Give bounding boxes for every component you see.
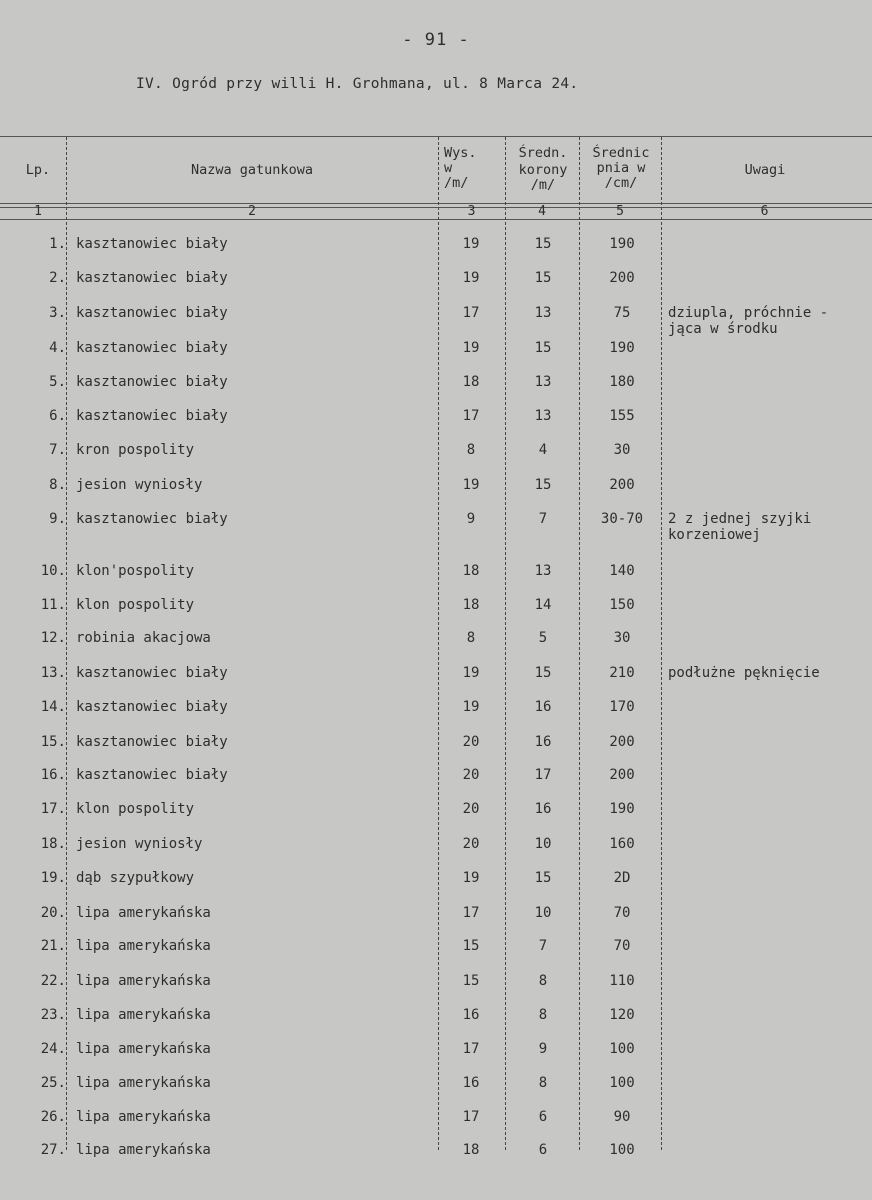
- tree-height: 19: [462, 236, 480, 252]
- species-name: lipa amerykańska: [76, 1142, 211, 1158]
- row-number: 1.: [49, 236, 66, 252]
- row-number: 17.: [40, 801, 66, 817]
- row-number: 4.: [49, 340, 66, 356]
- trunk-diameter: 110: [609, 973, 635, 989]
- column-number: 2: [248, 204, 256, 219]
- row-number: 15.: [40, 734, 66, 750]
- trunk-diameter: 180: [609, 374, 635, 390]
- table-row: [0, 1007, 872, 1037]
- crown-diameter: 15: [534, 270, 552, 286]
- table-row: [0, 340, 872, 370]
- trunk-diameter: 160: [609, 836, 635, 852]
- tree-height: 17: [462, 1041, 480, 1057]
- tree-height: 8: [466, 630, 476, 646]
- species-name: lipa amerykańska: [76, 938, 211, 954]
- column-number: 6: [760, 204, 769, 219]
- table-row: [0, 1142, 872, 1172]
- remarks: 2 z jednej szyjki korzeniowej: [668, 511, 812, 543]
- tree-height: 18: [462, 597, 480, 613]
- table-row: [0, 1041, 872, 1071]
- section-title: IV. Ogród przy willi H. Grohmana, ul. 8 Marca 24.: [136, 76, 579, 92]
- row-number: 20.: [40, 905, 66, 921]
- tree-height: 15: [462, 973, 480, 989]
- row-number: 3.: [49, 305, 66, 321]
- tree-height: 17: [462, 1109, 480, 1125]
- tree-height: 17: [462, 408, 480, 424]
- table-row: [0, 408, 872, 438]
- row-number: 21.: [40, 938, 66, 954]
- table-row: [0, 305, 872, 335]
- trunk-diameter: 170: [609, 699, 635, 715]
- tree-height: 20: [462, 801, 480, 817]
- trunk-diameter: 155: [609, 408, 635, 424]
- column-number: 1: [34, 204, 42, 219]
- trunk-diameter: 70: [613, 938, 631, 954]
- table-row: [0, 1109, 872, 1139]
- table-row: [0, 1075, 872, 1105]
- tree-height: 17: [462, 905, 480, 921]
- header-diameter: Średnic pnia w /cm/: [592, 145, 650, 191]
- trunk-diameter: 2D: [613, 870, 631, 886]
- species-name: kasztanowiec biały: [76, 374, 228, 390]
- crown-diameter: 8: [538, 1075, 548, 1091]
- table-row: [0, 870, 872, 900]
- species-name: kasztanowiec biały: [76, 511, 228, 527]
- trunk-diameter: 200: [609, 734, 635, 750]
- species-name: kasztanowiec biały: [76, 408, 228, 424]
- trunk-diameter: 100: [609, 1142, 635, 1158]
- tree-height: 19: [462, 340, 480, 356]
- species-name: klon pospolity: [76, 801, 195, 817]
- crown-diameter: 9: [538, 1041, 548, 1057]
- crown-diameter: 8: [538, 973, 548, 989]
- species-name: kasztanowiec biały: [76, 665, 228, 681]
- trunk-diameter: 70: [613, 905, 631, 921]
- table-row: [0, 699, 872, 729]
- remarks: dziupla, próchnie - jąca w środku: [668, 305, 829, 337]
- tree-height: 16: [462, 1007, 480, 1023]
- crown-diameter: 6: [538, 1109, 548, 1125]
- remarks: podłużne pęknięcie: [668, 665, 820, 681]
- crown-diameter: 16: [534, 699, 552, 715]
- table-row: [0, 905, 872, 935]
- table-row: [0, 597, 872, 627]
- crown-diameter: 8: [538, 1007, 548, 1023]
- crown-diameter: 13: [534, 563, 552, 579]
- crown-diameter: 15: [534, 665, 552, 681]
- crown-diameter: 5: [538, 630, 548, 646]
- trunk-diameter: 75: [613, 305, 631, 321]
- trunk-diameter: 30-70: [600, 511, 644, 527]
- species-name: lipa amerykańska: [76, 973, 211, 989]
- row-number: 12.: [40, 630, 66, 646]
- row-number: 16.: [40, 767, 66, 783]
- row-number: 9.: [49, 511, 66, 527]
- table-row: [0, 801, 872, 831]
- crown-diameter: 7: [538, 938, 548, 954]
- column-number: 4: [538, 204, 546, 219]
- trunk-diameter: 100: [609, 1041, 635, 1057]
- row-number: 10.: [40, 563, 66, 579]
- trunk-diameter: 190: [609, 340, 635, 356]
- table-row: [0, 767, 872, 797]
- tree-height: 16: [462, 1075, 480, 1091]
- species-name: kasztanowiec biały: [76, 734, 228, 750]
- species-name: klon pospolity: [76, 597, 195, 613]
- table-row: [0, 836, 872, 866]
- species-name: lipa amerykańska: [76, 1007, 211, 1023]
- tree-height: 18: [462, 374, 480, 390]
- species-name: kasztanowiec biały: [76, 767, 228, 783]
- crown-diameter: 10: [534, 905, 552, 921]
- row-number: 5.: [49, 374, 66, 390]
- species-name: kasztanowiec biały: [76, 305, 228, 321]
- tree-height: 18: [462, 1142, 480, 1158]
- column-number-rule: [0, 219, 872, 220]
- trunk-diameter: 210: [609, 665, 635, 681]
- tree-height: 19: [462, 477, 480, 493]
- row-number: 18.: [40, 836, 66, 852]
- table-row: [0, 665, 872, 695]
- crown-diameter: 6: [538, 1142, 548, 1158]
- trunk-diameter: 150: [609, 597, 635, 613]
- crown-diameter: 17: [534, 767, 552, 783]
- species-name: kron pospolity: [76, 442, 195, 458]
- species-name: lipa amerykańska: [76, 1075, 211, 1091]
- column-number: 3: [467, 204, 476, 219]
- tree-height: 19: [462, 665, 480, 681]
- column-number: 5: [616, 204, 624, 219]
- species-name: kasztanowiec biały: [76, 699, 228, 715]
- crown-diameter: 16: [534, 734, 552, 750]
- header-remarks: Uwagi: [744, 162, 786, 178]
- table-row: [0, 477, 872, 507]
- tree-height: 9: [466, 511, 476, 527]
- tree-height: 8: [466, 442, 476, 458]
- species-name: lipa amerykańska: [76, 905, 211, 921]
- tree-height: 19: [462, 699, 480, 715]
- table-row: [0, 511, 872, 541]
- row-number: 25.: [40, 1075, 66, 1091]
- table-row: [0, 236, 872, 266]
- header-height: Wys. w /m/: [444, 145, 477, 191]
- trunk-diameter: 200: [609, 477, 635, 493]
- row-number: 6.: [49, 408, 66, 424]
- species-name: jesion wyniosły: [76, 477, 203, 493]
- species-name: klon'pospolity: [76, 563, 195, 579]
- crown-diameter: 16: [534, 801, 552, 817]
- crown-diameter: 13: [534, 408, 552, 424]
- crown-diameter: 13: [534, 305, 552, 321]
- species-name: lipa amerykańska: [76, 1041, 211, 1057]
- tree-height: 20: [462, 734, 480, 750]
- row-number: 24.: [40, 1041, 66, 1057]
- trunk-diameter: 200: [609, 767, 635, 783]
- trunk-diameter: 120: [609, 1007, 635, 1023]
- table-row: [0, 442, 872, 472]
- trunk-diameter: 30: [613, 442, 631, 458]
- tree-height: 15: [462, 938, 480, 954]
- row-number: 14.: [40, 699, 66, 715]
- trunk-diameter: 140: [609, 563, 635, 579]
- row-number: 27.: [40, 1142, 66, 1158]
- species-name: kasztanowiec biały: [76, 270, 228, 286]
- crown-diameter: 15: [534, 340, 552, 356]
- table-row: [0, 938, 872, 968]
- row-number: 23.: [40, 1007, 66, 1023]
- species-name: dąb szypułkowy: [76, 870, 195, 886]
- row-number: 19.: [40, 870, 66, 886]
- header-name: Nazwa gatunkowa: [191, 162, 313, 178]
- table-row: [0, 270, 872, 300]
- row-number: 26.: [40, 1109, 66, 1125]
- species-name: kasztanowiec biały: [76, 236, 228, 252]
- species-name: jesion wyniosły: [76, 836, 203, 852]
- tree-height: 18: [462, 563, 480, 579]
- tree-height: 20: [462, 767, 480, 783]
- tree-height: 19: [462, 870, 480, 886]
- crown-diameter: 13: [534, 374, 552, 390]
- trunk-diameter: 90: [613, 1109, 631, 1125]
- crown-diameter: 15: [534, 236, 552, 252]
- table-row: [0, 374, 872, 404]
- table-row: [0, 734, 872, 764]
- species-name: kasztanowiec biały: [76, 340, 228, 356]
- species-name: lipa amerykańska: [76, 1109, 211, 1125]
- trunk-diameter: 190: [609, 236, 635, 252]
- row-number: 11.: [40, 597, 66, 613]
- crown-diameter: 7: [538, 511, 548, 527]
- header-crown: Średn. korony /m/: [518, 145, 568, 193]
- row-number: 22.: [40, 973, 66, 989]
- table-row: [0, 973, 872, 1003]
- table-top-rule: [0, 136, 872, 137]
- trunk-diameter: 30: [613, 630, 631, 646]
- crown-diameter: 15: [534, 870, 552, 886]
- row-number: 8.: [49, 477, 66, 493]
- tree-height: 19: [462, 270, 480, 286]
- trunk-diameter: 190: [609, 801, 635, 817]
- crown-diameter: 4: [538, 442, 548, 458]
- trunk-diameter: 100: [609, 1075, 635, 1091]
- row-number: 2.: [49, 270, 66, 286]
- crown-diameter: 15: [534, 477, 552, 493]
- row-number: 13.: [40, 665, 66, 681]
- trunk-diameter: 200: [609, 270, 635, 286]
- species-name: robinia akacjowa: [76, 630, 211, 646]
- crown-diameter: 14: [534, 597, 552, 613]
- crown-diameter: 10: [534, 836, 552, 852]
- tree-height: 17: [462, 305, 480, 321]
- header-lp: Lp.: [25, 162, 51, 178]
- tree-height: 20: [462, 836, 480, 852]
- table-row: [0, 630, 872, 660]
- table-row: [0, 563, 872, 593]
- page-number: - 91 -: [402, 30, 470, 50]
- row-number: 7.: [49, 442, 66, 458]
